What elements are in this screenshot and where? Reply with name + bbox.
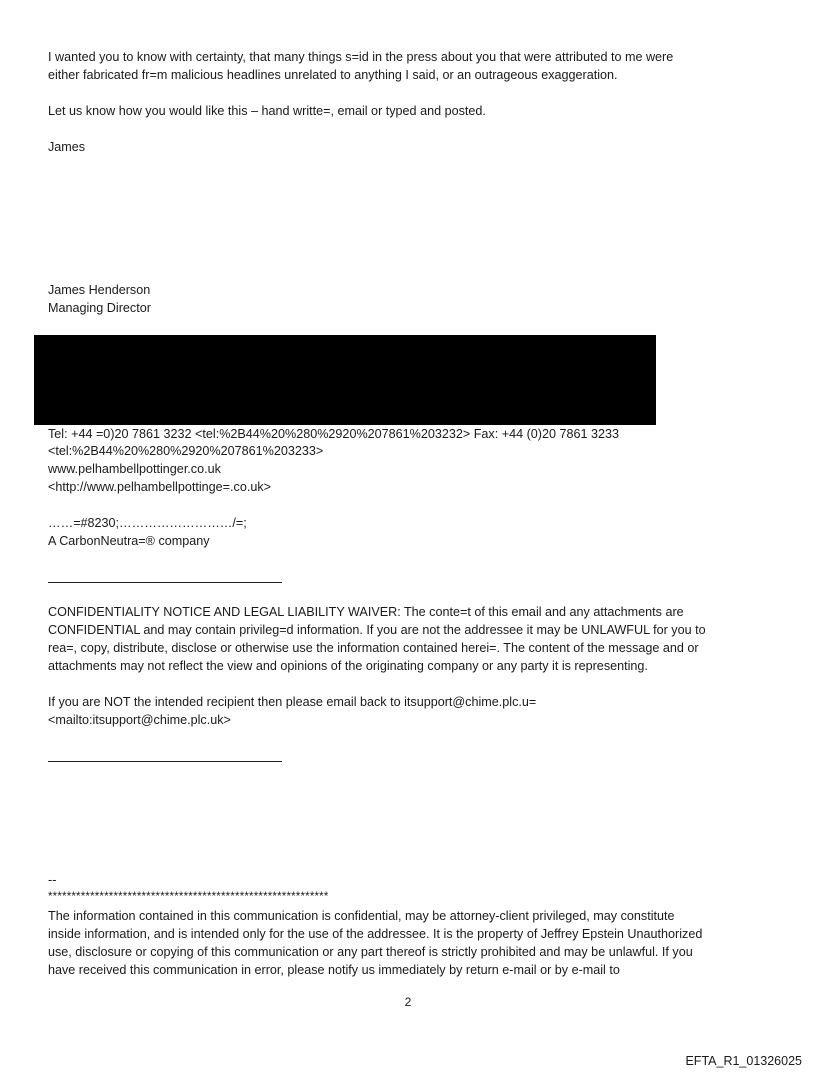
disclaimer-line: use, disclosure or copying of this communication or any part thereof is strictly prohibited and may be unlawful. If you [48,945,693,959]
page-number: 2 [404,995,412,1009]
notice-line: attachments may not reflect the view and opinions of the originating company or any party it is representing. [48,659,648,673]
divider-rule [48,761,282,762]
disclaimer-line: have received this communication in error, please notify us immediately by return e-mail or by e-mail to [48,963,620,977]
signature-title: Managing Director [48,301,151,315]
company-line: A CarbonNeutra=® company [48,534,210,548]
notice-line: If you are NOT the intended recipient then please email back to itsupport@chime.plc.u= [48,695,537,709]
bates-number: EFTA_R1_01326025 [685,1054,802,1068]
website-text: www.pelhambellpottinger.co.uk [48,462,221,476]
disclaimer-line: The information contained in this communication is confidential, may be attorney-client privileged, may constitute [48,909,675,923]
dots-line: ……=#8230;………………………/=; [48,516,247,530]
sign-off-name: James [48,140,86,154]
website-link: <http://www.pelhambellpottinge=.co.uk> [48,480,271,494]
mailto-link: <mailto:itsupport@chime.plc.uk> [48,713,231,727]
divider-rule [48,582,282,583]
disclaimer-line: inside information, and is intended only for the use of the addressee. It is the property of Jeffrey Epstein Unauthorized [48,927,703,941]
signature-name: James Henderson [48,283,151,297]
body-text-line: I wanted you to know with certainty, that many things s=id in the press about you that were attributed to me were [48,50,674,64]
notice-line: CONFIDENTIAL and may contain privileg=d information. If you are not the addressee it may be UNLAWFUL for you to [48,623,706,637]
redaction-block [34,335,656,425]
notice-line: CONFIDENTIALITY NOTICE AND LEGAL LIABILITY WAIVER: The conte=t of this email and any attachments are [48,605,684,619]
body-text-line: Let us know how you would like this – hand writte=, email or typed and posted. [48,104,486,118]
asterisk-separator: ************************************************************ [48,891,329,903]
phone-fax-line: Tel: +44 =0)20 7861 3232 <tel:%2B44%20%280%2920%207861%203232> Fax: +44 (0)20 7861 3233 [48,427,620,441]
body-text-line: either fabricated fr=m malicious headlines unrelated to anything I said, or an outrageous exaggeration. [48,68,618,82]
signature-dashes: -- [48,873,57,887]
notice-line: rea=, copy, distribute, disclose or otherwise use the information contained herei=. The content of the message and or [48,641,699,655]
fax-link: <tel:%2B44%20%280%2920%207861%203233> [48,444,324,458]
